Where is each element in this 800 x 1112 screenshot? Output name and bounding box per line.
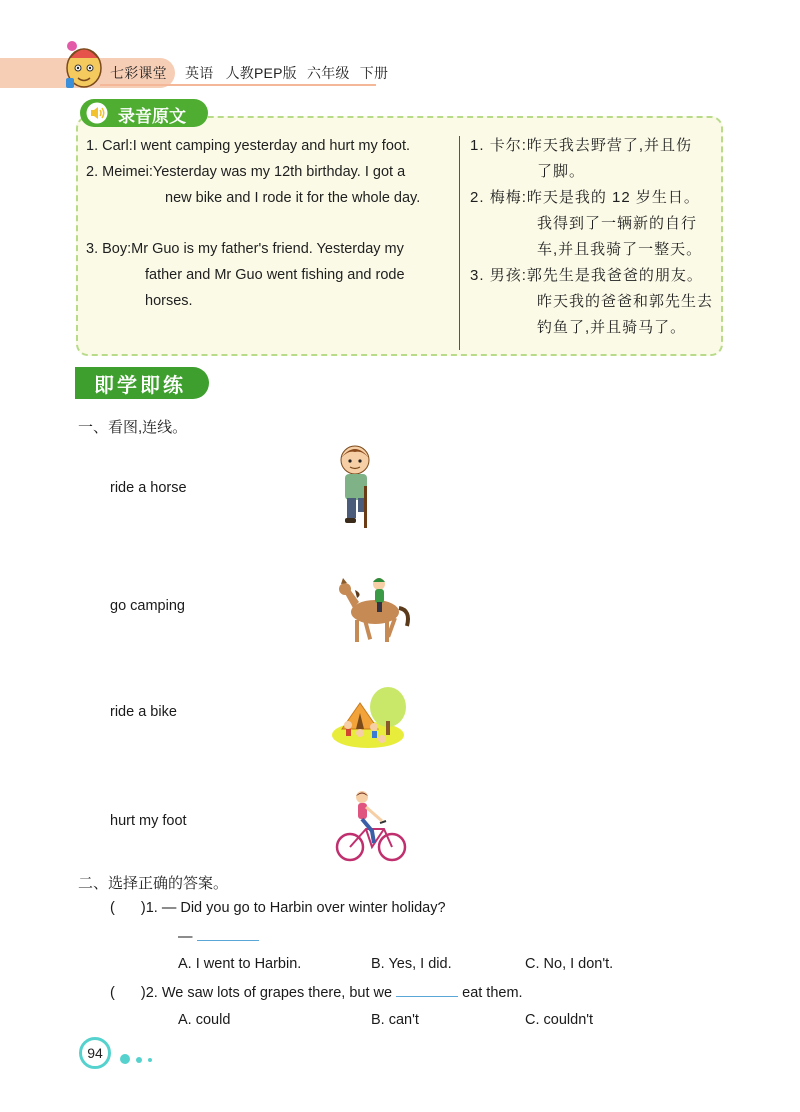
question-2 xyxy=(110,984,523,1001)
header-title xyxy=(110,63,388,83)
answer-blank-2[interactable] xyxy=(396,984,458,997)
en-text: I went camping yesterday and hurt my foot. xyxy=(132,138,410,154)
q1-option-c[interactable]: C. No, I don't. xyxy=(525,956,614,972)
mascot-icon xyxy=(56,38,110,92)
zh-line-3c: 钓鱼了,并且骑马了。 xyxy=(537,319,687,336)
header-edition: 人教PEP版 xyxy=(225,65,297,81)
answer-paren-open: ( xyxy=(110,985,115,1001)
zh-line-1 xyxy=(470,133,692,159)
question-text: We saw lots of grapes there, but we xyxy=(161,985,393,1001)
q1-option-b[interactable]: B. Yes, I did. xyxy=(371,956,452,972)
zh-speaker: 男孩: xyxy=(489,267,527,284)
en-num: 2. xyxy=(86,164,99,180)
q2-option-a[interactable]: A. could xyxy=(178,1012,231,1028)
question-1-reply xyxy=(178,928,259,945)
header-series: 七彩课堂 xyxy=(110,65,167,81)
bike-riding-picture[interactable] xyxy=(332,782,412,872)
zh-text: 昨天我去野营了,并且伤 xyxy=(526,137,693,154)
zh-line-2 xyxy=(470,185,700,211)
header-underline xyxy=(100,84,376,86)
decor-dot xyxy=(136,1057,142,1063)
zh-speaker: 梅梅: xyxy=(489,189,527,206)
zh-line-2c: 车,并且我骑了一整天。 xyxy=(537,241,703,258)
header-subject: 英语 xyxy=(185,65,214,81)
en-line-3b: father and Mr Guo went fishing and rode xyxy=(145,267,405,283)
zh-line-3 xyxy=(470,263,703,289)
zh-line-3b: 昨天我的爸爸和郭先生去 xyxy=(537,293,714,310)
part2-heading: 二、选择正确的答案。 xyxy=(78,875,229,892)
question-number: 2. xyxy=(145,985,158,1001)
answer-paren-close: ) xyxy=(140,985,146,1001)
question-text: — Did you go to Harbin over winter holiday? xyxy=(161,900,446,916)
q2-option-c[interactable]: C. couldn't xyxy=(525,1012,594,1028)
en-line-3 xyxy=(86,236,404,262)
transcript-title: 录音原文 xyxy=(118,107,186,126)
speaker-icon xyxy=(86,102,110,124)
column-divider xyxy=(459,136,460,350)
part1-heading: 一、看图,连线。 xyxy=(78,419,188,436)
en-text: Yesterday was my 12th birthday. I got a xyxy=(152,164,406,180)
zh-text: 昨天是我的 12 岁生日。 xyxy=(526,189,700,206)
zh-speaker: 卡尔: xyxy=(489,137,527,154)
phrase-go-camping[interactable]: go camping xyxy=(110,598,185,614)
phrase-hurt-my-foot[interactable]: hurt my foot xyxy=(110,813,187,829)
en-text: Mr Guo is my father's friend. Yesterday my xyxy=(131,241,404,257)
zh-num: 2. xyxy=(470,189,485,206)
answer-paren-close: ) xyxy=(140,900,146,916)
question-1 xyxy=(110,900,446,916)
decor-dot xyxy=(120,1054,130,1064)
zh-num: 3. xyxy=(470,267,485,284)
decor-dot xyxy=(148,1058,152,1062)
phrase-ride-a-bike[interactable]: ride a bike xyxy=(110,704,177,720)
reply-dash: — xyxy=(178,929,193,945)
en-speaker: Boy: xyxy=(102,241,132,257)
phrase-ride-a-horse[interactable]: ride a horse xyxy=(110,480,187,496)
q2-option-b[interactable]: B. can't xyxy=(371,1012,419,1028)
camping-picture[interactable] xyxy=(330,672,410,762)
en-speaker: Carl: xyxy=(102,138,133,154)
en-line-3c: horses. xyxy=(145,293,193,309)
zh-line-2b: 我得到了一辆新的自行 xyxy=(537,215,698,232)
question-text-tail: eat them. xyxy=(462,985,523,1001)
answer-blank-1[interactable] xyxy=(197,928,259,941)
practice-title: 即学即练 xyxy=(94,373,186,397)
header-volume: 下册 xyxy=(359,65,389,81)
question-number: 1. xyxy=(145,900,158,916)
en-line-2b: new bike and I rode it for the whole day. xyxy=(165,190,421,206)
en-speaker: Meimei: xyxy=(102,164,153,180)
zh-text: 郭先生是我爸爸的朋友。 xyxy=(526,267,703,284)
page-number: 94 xyxy=(87,1045,103,1061)
en-num: 3. xyxy=(86,241,99,257)
zh-line-1b: 了脚。 xyxy=(537,163,586,180)
q1-option-a[interactable]: A. I went to Harbin. xyxy=(178,956,302,972)
en-line-2 xyxy=(86,159,405,185)
zh-num: 1. xyxy=(470,137,485,154)
en-line-1 xyxy=(86,133,410,159)
en-num: 1. xyxy=(86,138,99,154)
boy-hurt-foot-picture[interactable] xyxy=(320,442,400,532)
answer-paren-open: ( xyxy=(110,900,115,916)
header-grade: 六年级 xyxy=(307,65,350,81)
horse-riding-picture[interactable] xyxy=(333,565,413,655)
